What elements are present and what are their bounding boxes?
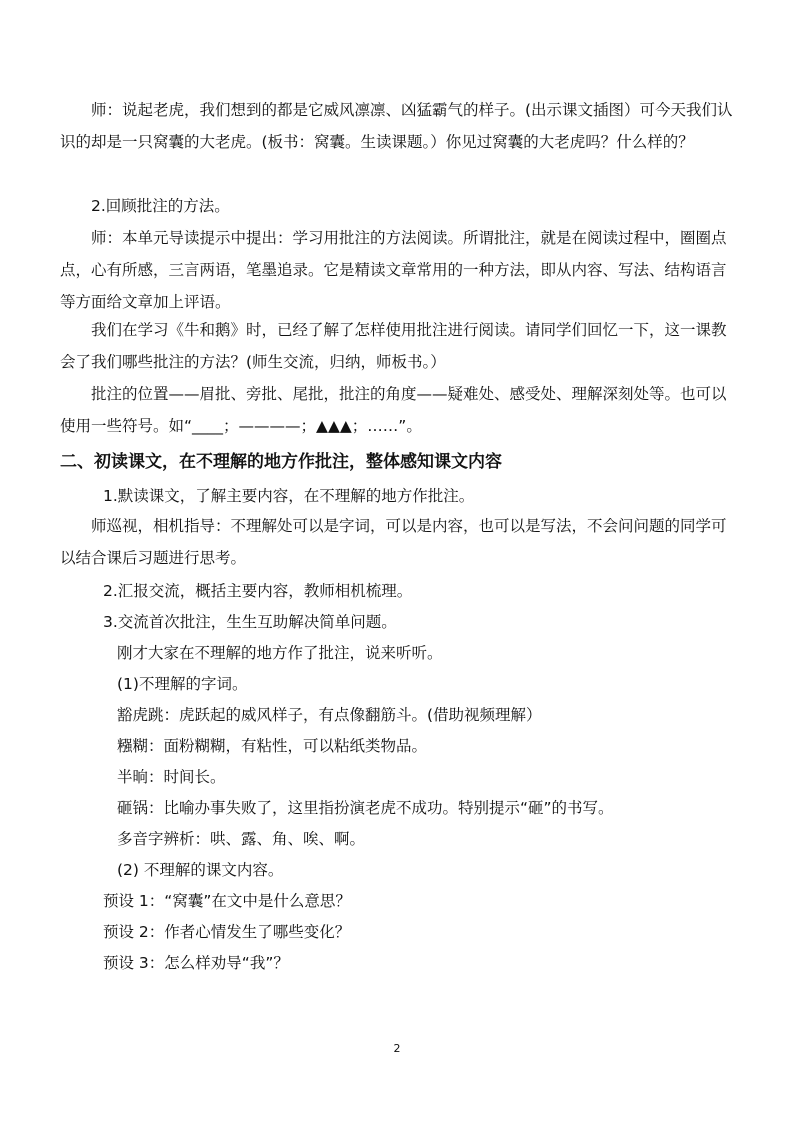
line-share-prompt: 刚才大家在不理解的地方作了批注，说来听听。 — [117, 644, 443, 662]
vocab-item: 豁虎跳：虎跃起的威风样子，有点像翻筋斗。(借助视频理解） — [117, 706, 542, 724]
subheading-words: (1)不理解的字词。 — [117, 675, 248, 693]
step-1: 1.默读课文，了解主要内容，在不理解的地方作批注。 — [103, 487, 475, 505]
paragraph-teacher-guidance: 师巡视，相机指导：不理解处可以是字词，可以是内容，也可以是写法，不会问问题的同学可以结合课后习题进行思考。 — [60, 517, 727, 567]
paragraph-review-heading: 2.回顾批注的方法。 — [91, 197, 230, 215]
preset-question: 预设 2：作者心情发生了哪些变化？ — [103, 923, 351, 941]
page-number: 2 — [393, 1042, 401, 1055]
paragraph-recall: 我们在学习《牛和鹅》时，已经了解了怎样使用批注进行阅读。请同学们回忆一下，这一课教会了我们哪些批注的方法？(师生交流，归纳，师板书。） — [60, 321, 727, 371]
subheading-content: (2) 不理解的课文内容。 — [117, 861, 284, 879]
paragraph-annotation-positions: 批注的位置——眉批、旁批、尾批，批注的角度——疑难处、感受处、理解深刻处等。也可以使用一些符号。如“____；————；▲▲▲；……”。 — [60, 385, 727, 435]
vocab-item: 多音字辨析：哄、露、角、唉、啊。 — [117, 830, 366, 848]
paragraph-intro: 师：说起老虎，我们想到的都是它威风凛凛、凶猛霸气的样子。(出示课文插图）可今天我们认识的却是一只窝囊的大老虎。(板书：窝囊。生读课题。）你见过窝囊的大老虎吗？什么样的？ — [60, 101, 733, 151]
vocab-item: 糨糊：面粉糊糊，有粘性，可以粘纸类物品。 — [117, 737, 428, 755]
preset-question: 预设 3：怎么样劝导“我”？ — [103, 954, 289, 972]
paragraph-annotation-method: 师：本单元导读提示中提出：学习用批注的方法阅读。所谓批注，就是在阅读过程中，圈圈点点，心有所感，三言两语，笔墨追录。它是精读文章常用的一种方法，即从内容、写法、结构语言等方面给文章加上评语。 — [60, 229, 727, 311]
vocab-item: 半晌：时间长。 — [117, 768, 226, 786]
step-2: 2.汇报交流，概括主要内容，教师相机梳理。 — [103, 582, 413, 600]
step-3: 3.交流首次批注，生生互助解决简单问题。 — [103, 613, 397, 631]
vocab-item: 砸锅：比喻办事失败了，这里指扮演老虎不成功。特别提示“砸”的书写。 — [117, 799, 614, 817]
section-heading: 二、初读课文，在不理解的地方作批注，整体感知课文内容 — [60, 452, 502, 472]
preset-question: 预设 1：“窝囊”在文中是什么意思？ — [103, 892, 351, 910]
